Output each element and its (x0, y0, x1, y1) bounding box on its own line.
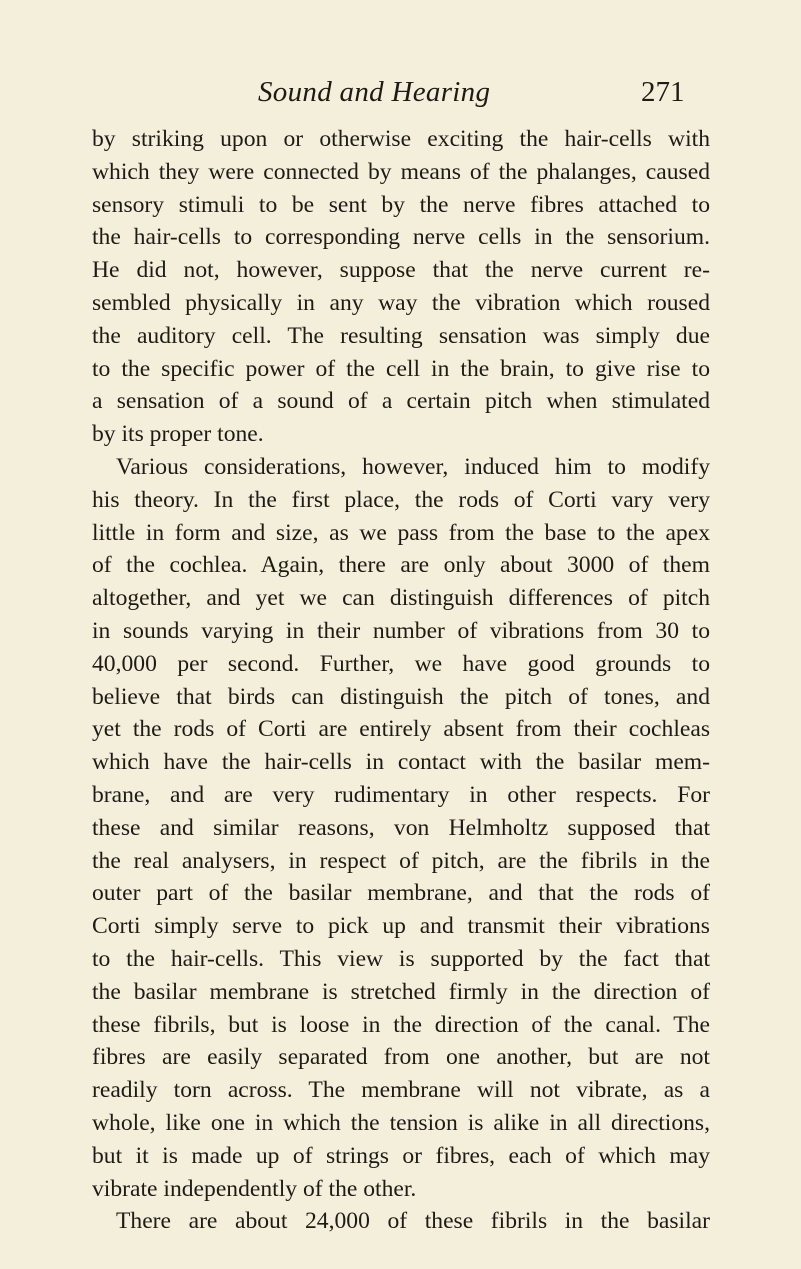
text-line: these and similar reasons, von Helmholtz supposed that (92, 814, 710, 841)
paragraph-end-line: by its proper tone. (92, 421, 264, 448)
text-line: in sounds varying in their number of vibrations from 30 to (92, 617, 710, 644)
body-text (92, 123, 710, 1238)
text-line: to the hair-cells. This view is supported by the fact that (92, 945, 710, 972)
text-line: the basilar membrane is stretched firmly in the direction of (92, 978, 710, 1005)
text-line: sensory stimuli to be sent by the nerve fibres attached to (92, 191, 710, 218)
text-line: a sensation of a sound of a certain pitch when stimulated (92, 388, 710, 415)
text-line: readily torn across. The membrane will not vibrate, as a (92, 1077, 710, 1104)
text-line: these fibrils, but is loose in the direction of the canal. The (92, 1011, 710, 1038)
text-line: sembled physically in any way the vibration which roused (92, 289, 710, 316)
text-line: of the cochlea. Again, there are only about 3000 of them (92, 552, 710, 579)
text-line: outer part of the basilar membrane, and that the rods of (92, 880, 710, 907)
running-title: Sound and Hearing (258, 76, 491, 108)
page-number: 271 (641, 76, 685, 108)
text-line: altogether, and yet we can distinguish differences of pitch (92, 585, 710, 612)
text-line: which have the hair-cells in contact with the basilar mem- (92, 749, 710, 776)
text-line: by striking upon or otherwise exciting the hair-cells with (92, 126, 710, 152)
paragraph-start-line: Various considerations, however, induced him to modify (116, 453, 710, 480)
text-line: his theory. In the first place, the rods of Corti vary very (92, 486, 710, 513)
text-line: fibres are easily separated from one another, but are not (92, 1044, 710, 1071)
text-line: but it is made up of strings or fibres, each of which may (92, 1142, 710, 1169)
text-line: which they were connected by means of the phalanges, caused (92, 158, 710, 185)
text-line: the real analysers, in respect of pitch, are the fibrils in the (92, 847, 710, 874)
text-line: whole, like one in which the tension is alike in all directions, (92, 1109, 710, 1136)
text-line: the auditory cell. The resulting sensation was simply due (92, 322, 710, 349)
paragraph-start-line: There are about 24,000 of these fibrils in the basilar (116, 1208, 710, 1235)
text-line: Corti simply serve to pick up and transmit their vibrations (92, 913, 710, 940)
text-line: yet the rods of Corti are entirely absent from their cochleas (92, 716, 710, 743)
running-head (0, 72, 801, 112)
text-line: the hair-cells to corresponding nerve cells in the sensorium. (92, 224, 710, 251)
paragraph-end-line: vibrate independently of the other. (92, 1175, 417, 1202)
text-line: brane, and are very rudimentary in other respects. For (92, 781, 710, 808)
text-line: to the specific power of the cell in the brain, to give rise to (92, 355, 710, 382)
text-line: He did not, however, suppose that the nerve current re- (92, 257, 710, 284)
text-line: 40,000 per second. Further, we have good grounds to (92, 650, 710, 677)
text-line: little in form and size, as we pass from the base to the apex (92, 519, 710, 546)
text-line: believe that birds can distinguish the pitch of tones, and (92, 683, 710, 710)
